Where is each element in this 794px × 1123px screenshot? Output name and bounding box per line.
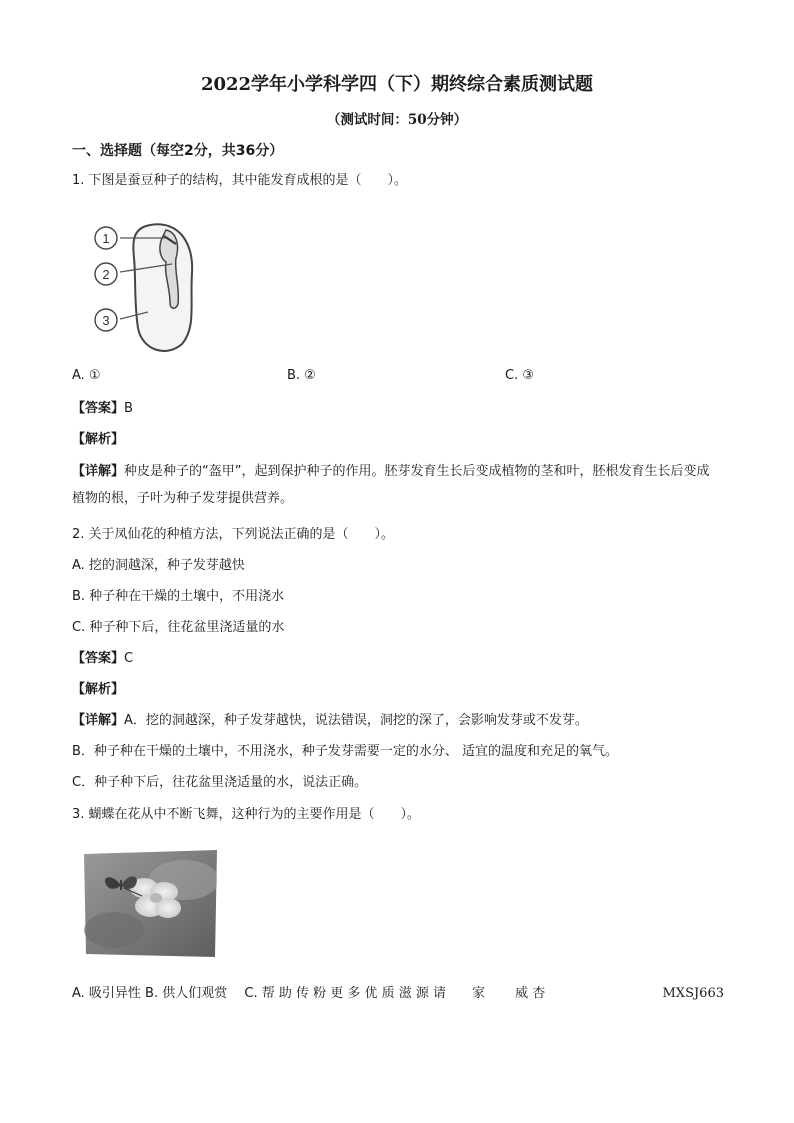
q2-answer	[72, 649, 133, 669]
q1-option-c: C. ③	[505, 368, 534, 383]
q2-option-b: B. 种子种在干燥的土壤中，不用浇水	[72, 589, 285, 604]
document-code: MXSJ663	[662, 986, 724, 1001]
q1-detail	[72, 458, 722, 512]
question-3-stem: 3. 蝴蝶在花从中不断飞舞，这种行为的主要作用是（ ）。	[72, 807, 421, 822]
detail-tag: 【详解】	[72, 713, 125, 728]
diagram-label-2: 2	[102, 267, 110, 282]
test-duration: （测试时间：50分钟）	[326, 112, 468, 128]
detail-text: 种皮是种子的“盔甲”，起到保护种子的作用。胚芽发育生长后变成植物的茎和叶，胚根发育生长后变成植物的根，子叶为种子发芽提供营养。	[72, 464, 710, 506]
question-2-stem: 2. 关于凤仙花的种植方法，下列说法正确的是（ ）。	[72, 527, 395, 542]
answer-value: B	[124, 401, 133, 416]
butterfly-flower-photo	[84, 850, 217, 957]
q1-analysis-tag: 【解析】	[72, 432, 125, 447]
q1-option-b: B. ②	[287, 368, 316, 383]
q1-option-a: A. ①	[72, 368, 101, 383]
q3-options-text: A. 吸引异性 B. 供人们观赏 C. 帮 助 传 粉 更 多 优 质 滋 源 请 家 威 杏	[72, 986, 546, 1001]
page-title: 2022学年小学科学四（下）期终综合素质测试题	[200, 74, 594, 95]
q2-option-a: A. 挖的洞越深，种子发芽越快	[72, 558, 245, 573]
q2-detail-c: C．种子种下后，往花盆里浇适量的水，说法正确。	[72, 775, 368, 790]
answer-tag: 【答案】	[72, 401, 125, 416]
bean-seed-diagram	[84, 218, 224, 358]
q2-detail-a	[72, 711, 588, 731]
section-heading: 一、选择题（每空2分，共36分）	[72, 143, 284, 159]
answer-tag: 【答案】	[72, 651, 125, 666]
q1-answer	[72, 399, 133, 419]
q2-analysis-tag: 【解析】	[72, 682, 125, 697]
detail-text: A．挖的洞越深，种子发芽越快，说法错误，洞挖的深了，会影响发芽或不发芽。	[124, 713, 588, 728]
answer-value: C	[124, 651, 134, 666]
detail-tag: 【详解】	[72, 464, 125, 479]
q3-options	[72, 984, 724, 1004]
question-1-stem: 1. 下图是蚕豆种子的结构，其中能发育成根的是（ ）。	[72, 173, 408, 188]
q2-option-c: C. 种子种下后，往花盆里浇适量的水	[72, 620, 285, 635]
diagram-label-1: 1	[102, 231, 110, 246]
q2-detail-b: B．种子种在干燥的土壤中，不用浇水，种子发芽需要一定的水分、 适宜的温度和充足的氧气。	[72, 744, 619, 759]
diagram-label-3: 3	[102, 313, 110, 328]
